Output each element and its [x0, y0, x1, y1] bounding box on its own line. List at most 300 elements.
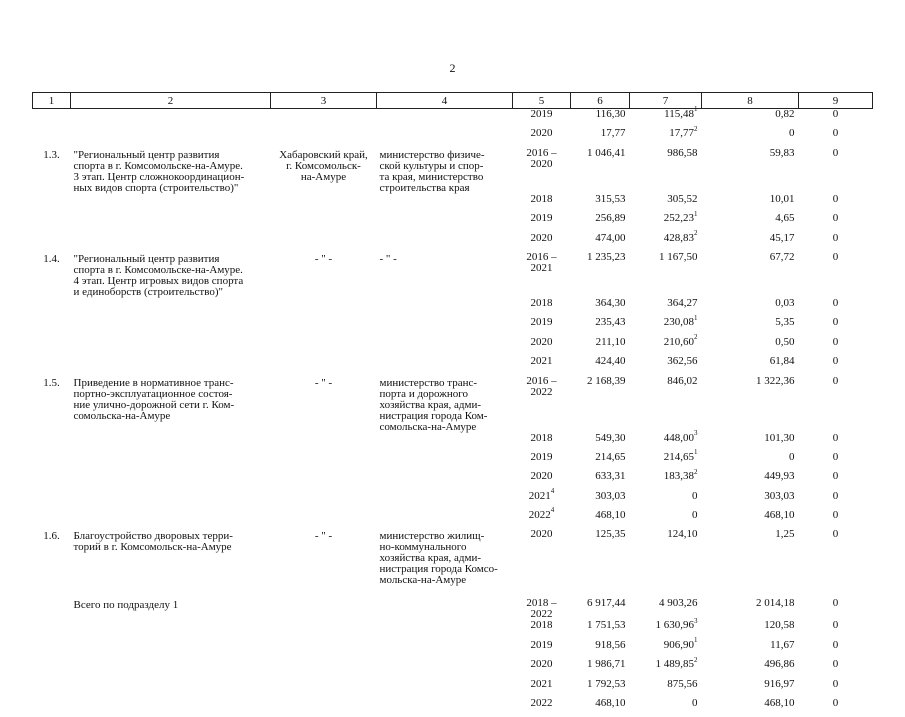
- amount-federal-value: 364,27: [667, 297, 697, 309]
- item-responsible: [377, 317, 513, 336]
- amount-other-value: 0: [833, 251, 839, 263]
- item-description: [71, 598, 271, 620]
- item-period: [513, 659, 571, 678]
- table-row: [33, 659, 873, 678]
- item-period-value: 2022: [531, 697, 553, 709]
- item-responsible: [377, 471, 513, 490]
- table-row: [33, 620, 873, 639]
- item-period: [513, 233, 571, 252]
- amount-total-value: 1 986,71: [587, 658, 626, 670]
- amount-regional-value: 45,17: [770, 232, 795, 244]
- item-responsible: [377, 252, 513, 298]
- amount-regional-value: 468,10: [764, 697, 794, 709]
- amount-regional: [702, 510, 799, 529]
- item-responsible: [377, 529, 513, 598]
- amount-total: [571, 510, 630, 529]
- item-period: [513, 376, 571, 433]
- column-header-5: 5: [513, 93, 571, 109]
- amount-total: [571, 698, 630, 717]
- item-period-value: 2016 – 2020: [526, 147, 556, 170]
- item-period-value: 2020: [531, 232, 553, 244]
- item-period: [513, 337, 571, 356]
- table-row: [33, 194, 873, 213]
- amount-total-value: 256,89: [595, 212, 625, 224]
- amount-federal: [630, 433, 702, 452]
- amount-federal: [630, 679, 702, 698]
- item-code: [33, 213, 71, 232]
- item-responsible: [377, 194, 513, 213]
- item-period: [513, 698, 571, 717]
- item-location: [271, 598, 377, 620]
- amount-other: [799, 433, 873, 452]
- amount-regional-value: 0,50: [775, 336, 794, 348]
- item-period-value: 2020: [531, 336, 553, 348]
- footnote-mark: 2: [694, 656, 698, 664]
- table-row: [33, 252, 873, 298]
- item-location: [271, 452, 377, 471]
- item-location: [271, 317, 377, 336]
- item-description: [71, 233, 271, 252]
- amount-regional-value: 1 322,36: [756, 375, 795, 387]
- amount-total: [571, 598, 630, 620]
- amount-total-value: 303,03: [595, 490, 625, 502]
- amount-other: [799, 471, 873, 490]
- item-responsible: [377, 233, 513, 252]
- item-responsible: [377, 491, 513, 510]
- item-period: [513, 298, 571, 317]
- footnote-mark: 2: [694, 125, 698, 133]
- amount-total: [571, 317, 630, 336]
- footnote-mark: 1: [694, 448, 698, 456]
- item-description: [71, 433, 271, 452]
- amount-other: [799, 679, 873, 698]
- item-code: [33, 510, 71, 529]
- amount-total: [571, 213, 630, 232]
- item-period: [513, 148, 571, 194]
- item-description: [71, 679, 271, 698]
- amount-total: [571, 356, 630, 375]
- amount-regional: [702, 194, 799, 213]
- amount-federal: [630, 194, 702, 213]
- amount-other-value: 0: [833, 336, 839, 348]
- amount-federal-value: 183,38: [664, 470, 694, 482]
- amount-regional: [702, 298, 799, 317]
- item-responsible: [377, 356, 513, 375]
- item-period: [513, 433, 571, 452]
- amount-total-value: 125,35: [595, 528, 625, 540]
- amount-other: [799, 620, 873, 639]
- footnote-mark: 1: [694, 314, 698, 322]
- item-period: [513, 356, 571, 375]
- amount-other-value: 0: [833, 658, 839, 670]
- item-location: [271, 376, 377, 433]
- item-responsible: [377, 298, 513, 317]
- table-body: [33, 109, 873, 717]
- table-row: [33, 356, 873, 375]
- amount-other: [799, 491, 873, 510]
- footnote-mark: 1: [694, 210, 698, 218]
- amount-regional: [702, 659, 799, 678]
- amount-other: [799, 337, 873, 356]
- amount-regional: [702, 452, 799, 471]
- amount-other-value: 0: [833, 451, 839, 463]
- table-row: [33, 337, 873, 356]
- table-header: [33, 93, 873, 109]
- item-responsible: [377, 698, 513, 717]
- page-number: 2: [0, 61, 905, 76]
- amount-other: [799, 640, 873, 659]
- column-header-4: 4: [377, 93, 513, 109]
- amount-other-value: 0: [833, 678, 839, 690]
- amount-other: [799, 148, 873, 194]
- amount-total-value: 116,30: [596, 108, 626, 120]
- item-code: [33, 298, 71, 317]
- item-period: [513, 529, 571, 598]
- amount-federal: [630, 356, 702, 375]
- item-responsible: [377, 452, 513, 471]
- amount-regional: [702, 109, 799, 129]
- item-period: [513, 194, 571, 213]
- amount-total: [571, 620, 630, 639]
- amount-other: [799, 109, 873, 129]
- amount-federal: [630, 128, 702, 147]
- table-row: [33, 491, 873, 510]
- amount-federal-value: 0: [692, 509, 698, 521]
- item-responsible: [377, 510, 513, 529]
- amount-total: [571, 109, 630, 129]
- amount-regional-value: 61,84: [770, 355, 795, 367]
- amount-total: [571, 529, 630, 598]
- amount-regional: [702, 376, 799, 433]
- amount-federal-value: 846,02: [667, 375, 697, 387]
- amount-total: [571, 298, 630, 317]
- program-table: [32, 92, 873, 717]
- amount-total: [571, 148, 630, 194]
- amount-total-value: 364,30: [595, 297, 625, 309]
- amount-other-value: 0: [833, 639, 839, 651]
- item-period-value: 2020: [531, 127, 553, 139]
- amount-other-value: 0: [833, 697, 839, 709]
- item-code: [33, 529, 71, 598]
- amount-other-value: 0: [833, 490, 839, 502]
- item-period: [513, 452, 571, 471]
- amount-federal-value: 124,10: [667, 528, 697, 540]
- table-row: [33, 376, 873, 433]
- amount-regional-value: 67,72: [770, 251, 795, 263]
- item-period-value: 2019: [531, 639, 553, 651]
- table-row: [33, 298, 873, 317]
- amount-other-value: 0: [833, 297, 839, 309]
- amount-federal-value: 428,83: [664, 232, 694, 244]
- item-responsible: [377, 433, 513, 452]
- item-code: [33, 233, 71, 252]
- item-period: [513, 679, 571, 698]
- item-location-value: - " -: [315, 530, 332, 542]
- amount-federal: [630, 376, 702, 433]
- item-period-value: 2019: [531, 451, 553, 463]
- amount-federal-value: 1 167,50: [659, 251, 698, 263]
- footnote-mark: 2: [694, 468, 698, 476]
- amount-total: [571, 376, 630, 433]
- column-header-6: 6: [571, 93, 630, 109]
- item-period: [513, 317, 571, 336]
- amount-regional-value: 101,30: [764, 432, 794, 444]
- item-description: [71, 194, 271, 213]
- item-period-value: 2021: [531, 678, 553, 690]
- item-period-value: 2018 – 2022: [526, 597, 556, 620]
- table-row: [33, 433, 873, 452]
- item-description: [71, 252, 271, 298]
- amount-regional: [702, 620, 799, 639]
- amount-federal: [630, 317, 702, 336]
- item-responsible: [377, 148, 513, 194]
- amount-federal-value: 875,56: [667, 678, 697, 690]
- amount-regional-value: 468,10: [764, 509, 794, 521]
- item-period-value: 2018: [531, 432, 553, 444]
- item-description: [71, 298, 271, 317]
- amount-other-value: 0: [833, 108, 839, 120]
- item-description: [71, 471, 271, 490]
- amount-federal: [630, 659, 702, 678]
- item-code-value: 1.5.: [43, 377, 60, 389]
- item-code: [33, 598, 71, 620]
- item-code: [33, 337, 71, 356]
- table-row: [33, 452, 873, 471]
- item-period-value: 2020: [531, 528, 553, 540]
- amount-other: [799, 510, 873, 529]
- item-description: [71, 337, 271, 356]
- item-description: [71, 128, 271, 147]
- item-code: [33, 128, 71, 147]
- item-period: [513, 213, 571, 232]
- amount-federal-value: 214,65: [664, 451, 694, 463]
- item-code: [33, 148, 71, 194]
- amount-other: [799, 698, 873, 717]
- amount-other-value: 0: [833, 509, 839, 521]
- amount-total: [571, 659, 630, 678]
- amount-federal-value: 115,48: [664, 108, 694, 120]
- item-period-value: 2016 – 2021: [526, 251, 556, 274]
- table-row: [33, 233, 873, 252]
- amount-total-value: 424,40: [595, 355, 625, 367]
- item-location: [271, 337, 377, 356]
- amount-other: [799, 194, 873, 213]
- amount-other-value: 0: [833, 232, 839, 244]
- amount-other: [799, 529, 873, 598]
- amount-total-value: 2 168,39: [587, 375, 626, 387]
- item-location: [271, 471, 377, 490]
- amount-federal-value: 0: [692, 490, 698, 502]
- item-responsible: [377, 128, 513, 147]
- item-description: [71, 148, 271, 194]
- amount-regional: [702, 128, 799, 147]
- amount-other-value: 0: [833, 528, 839, 540]
- amount-total: [571, 194, 630, 213]
- item-code-value: 1.3.: [43, 149, 60, 161]
- amount-total-value: 1 792,53: [587, 678, 626, 690]
- item-description: [71, 452, 271, 471]
- amount-other: [799, 128, 873, 147]
- amount-total-value: 315,53: [595, 193, 625, 205]
- amount-regional: [702, 698, 799, 717]
- item-code: [33, 452, 71, 471]
- amount-other-value: 0: [833, 212, 839, 224]
- item-description-value: "Региональный центр развития спорта в г. Комсомольске-на-Амуре. 3 этап. Центр сложнокоординацион- ных видов спорта (строительство)": [74, 149, 245, 194]
- amount-federal-value: 17,77: [669, 127, 694, 139]
- amount-total: [571, 128, 630, 147]
- amount-other: [799, 452, 873, 471]
- amount-total-value: 235,43: [595, 316, 625, 328]
- table-row: [33, 213, 873, 232]
- amount-regional-value: 0,82: [775, 108, 794, 120]
- item-description-value: "Региональный центр развития спорта в г. Комсомольске-на-Амуре. 4 этап. Центр игровых видов спорта и единоборств (строительство)": [74, 253, 244, 298]
- item-period: [513, 128, 571, 147]
- amount-federal-value: 906,90: [664, 639, 694, 651]
- item-location: [271, 679, 377, 698]
- amount-federal: [630, 452, 702, 471]
- item-responsible: [377, 640, 513, 659]
- amount-total-value: 214,65: [595, 451, 625, 463]
- item-period-value: 2021: [529, 490, 551, 502]
- amount-other-value: 0: [833, 316, 839, 328]
- item-location-value: - " -: [315, 253, 332, 265]
- table-row: [33, 317, 873, 336]
- item-responsible-value: министерство транс- порта и дорожного хозяйства края, адми- нистрация города Ком- сомольска-на-Амуре: [380, 377, 488, 433]
- item-description-value: Всего по подразделу 1: [74, 599, 179, 611]
- amount-other-value: 0: [833, 470, 839, 482]
- item-responsible: [377, 598, 513, 620]
- footnote-mark: 3: [694, 617, 698, 625]
- item-location: [271, 128, 377, 147]
- column-header-2: 2: [71, 93, 271, 109]
- item-location: [271, 698, 377, 717]
- amount-federal-value: 448,00: [664, 432, 694, 444]
- amount-total-value: 468,10: [595, 697, 625, 709]
- column-header-8: 8: [702, 93, 799, 109]
- amount-federal: [630, 510, 702, 529]
- item-period-value: 2018: [531, 297, 553, 309]
- item-period-value: 2018: [531, 193, 553, 205]
- item-description: [71, 620, 271, 639]
- amount-regional-value: 11,67: [770, 639, 794, 651]
- amount-regional-value: 0: [789, 127, 795, 139]
- item-responsible: [377, 337, 513, 356]
- amount-other: [799, 317, 873, 336]
- amount-regional-value: 0: [789, 451, 795, 463]
- table-row: [33, 529, 873, 598]
- item-description-value: Благоустройство дворовых терри- торий в г. Комсомольск-на-Амуре: [74, 530, 233, 553]
- amount-total: [571, 433, 630, 452]
- item-location: [271, 252, 377, 298]
- amount-regional: [702, 356, 799, 375]
- footnote-mark: 1: [694, 636, 698, 644]
- amount-regional: [702, 317, 799, 336]
- amount-federal: [630, 233, 702, 252]
- amount-federal: [630, 471, 702, 490]
- item-code: [33, 698, 71, 717]
- item-description-value: Приведение в нормативное транс- портно-эксплуатационное состоя- ние улично-дорожной сети г. Ком- сомольска-на-Амуре: [74, 377, 235, 422]
- amount-federal: [630, 640, 702, 659]
- item-description: [71, 356, 271, 375]
- item-location-value: - " -: [315, 377, 332, 389]
- amount-federal-value: 252,23: [664, 212, 694, 224]
- amount-total: [571, 233, 630, 252]
- item-period: [513, 491, 571, 510]
- amount-regional-value: 0,03: [775, 297, 794, 309]
- amount-regional-value: 449,93: [764, 470, 794, 482]
- item-code: [33, 356, 71, 375]
- item-description: [71, 213, 271, 232]
- amount-federal: [630, 598, 702, 620]
- item-responsible: [377, 620, 513, 639]
- amount-regional: [702, 213, 799, 232]
- footnote-mark: 1: [694, 105, 698, 113]
- amount-total: [571, 252, 630, 298]
- item-responsible-value: министерство физиче- ской культуры и спор- та края, министерство строительства края: [380, 149, 485, 194]
- item-period: [513, 252, 571, 298]
- amount-other-value: 0: [833, 193, 839, 205]
- amount-other: [799, 376, 873, 433]
- item-code: [33, 640, 71, 659]
- amount-other-value: 0: [833, 147, 839, 159]
- item-code: [33, 252, 71, 298]
- item-period-value: 2019: [531, 212, 553, 224]
- item-responsible: [377, 679, 513, 698]
- item-location: [271, 433, 377, 452]
- item-description: [71, 109, 271, 129]
- item-location: [271, 659, 377, 678]
- amount-regional: [702, 471, 799, 490]
- amount-regional: [702, 640, 799, 659]
- amount-other-value: 0: [833, 355, 839, 367]
- item-location: [271, 109, 377, 129]
- amount-regional-value: 1,25: [775, 528, 794, 540]
- amount-other: [799, 233, 873, 252]
- item-description: [71, 698, 271, 717]
- table-row: [33, 698, 873, 717]
- amount-federal: [630, 620, 702, 639]
- item-location: [271, 356, 377, 375]
- item-location: [271, 510, 377, 529]
- amount-federal: [630, 529, 702, 598]
- item-description: [71, 317, 271, 336]
- item-period-value: 2020: [531, 658, 553, 670]
- table-row: [33, 128, 873, 147]
- amount-federal: [630, 252, 702, 298]
- amount-regional: [702, 337, 799, 356]
- amount-regional: [702, 233, 799, 252]
- footnote-mark: 2: [694, 229, 698, 237]
- column-header-3: 3: [271, 93, 377, 109]
- amount-federal: [630, 298, 702, 317]
- amount-federal-value: 986,58: [667, 147, 697, 159]
- column-header-7: 7: [630, 93, 702, 109]
- amount-federal: [630, 148, 702, 194]
- item-description: [71, 640, 271, 659]
- amount-regional: [702, 148, 799, 194]
- item-location: [271, 491, 377, 510]
- item-period-value: 2021: [531, 355, 553, 367]
- item-period: [513, 620, 571, 639]
- amount-federal: [630, 337, 702, 356]
- amount-other-value: 0: [833, 375, 839, 387]
- item-code: [33, 433, 71, 452]
- amount-total: [571, 491, 630, 510]
- footnote-mark: 3: [694, 429, 698, 437]
- item-period-value: 2019: [531, 316, 553, 328]
- amount-total-value: 1 235,23: [587, 251, 626, 263]
- amount-regional: [702, 433, 799, 452]
